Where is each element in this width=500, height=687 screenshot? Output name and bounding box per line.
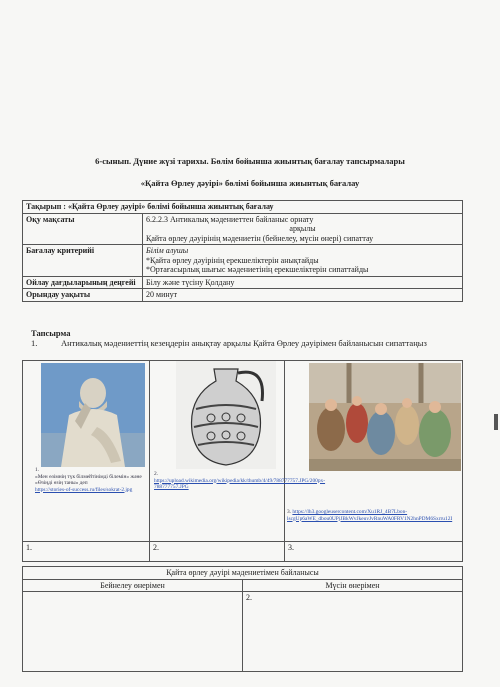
- school-of-athens-image: [309, 363, 461, 471]
- image-cell-1: [23, 361, 150, 542]
- connection-table: [22, 566, 463, 672]
- info-row-skills: [23, 276, 463, 289]
- connection-table-title: Қайта өрлеу дәуірі мәдениетімен байланысы: [23, 567, 463, 580]
- info-label: Бағалау критерийі: [23, 245, 143, 277]
- image-cell-3: [285, 361, 463, 542]
- info-line: арқылы: [289, 224, 316, 233]
- task-question-text: Антикалық мәдениеттің кезеңдерін анықтау арқылы Қайта Өрлеу дәуірімен байланысын сипаттаңыз: [61, 338, 427, 348]
- connection-answer-number: 2.: [246, 593, 252, 602]
- connection-col-sculpture: Мүсін өнерімен: [243, 579, 463, 592]
- info-line: Білім алушы: [146, 246, 189, 255]
- image-link[interactable]: https://lh3.googleusercontent.com/Xu1RJ_4B7Lbon-lscgUp6aWE_dbou0UPjJBkWvJkeuvJvRnuWA0FRV1N2hnPDM6Sxrru12I: [287, 509, 453, 522]
- document-title: 6-сынып. Дүние жүзі тарихы. Бөлім бойынша жиынтық бағалау тапсырмалары: [95, 156, 405, 166]
- info-line: Қайта өрлеу дәуірінің мәдениетін (бейнелеу, мүсін өнері) сипаттау: [146, 233, 374, 243]
- info-row-time: [23, 289, 463, 302]
- info-label: Ойлау дағдыларының деңгейі: [23, 276, 143, 289]
- info-header: Тақырып : «Қайта Өрлеу дәуірі» бөлімі бойынша жиынтық бағалау: [23, 201, 463, 214]
- info-value: [143, 213, 463, 245]
- info-row-criteria: [23, 245, 463, 277]
- connection-col-fine-art: Бейнелеу өнерімен: [23, 579, 243, 592]
- info-line: 6.2.2.3 Антикалық мәдениеттен байланыс орнату: [146, 214, 314, 224]
- image-number: 3.: [287, 509, 292, 515]
- greek-vase-image: [176, 361, 276, 469]
- answer-cell-1[interactable]: 1.: [23, 542, 150, 562]
- info-value: [143, 245, 463, 277]
- info-value: 20 минут: [143, 289, 463, 302]
- answer-cell-2[interactable]: 2.: [150, 542, 285, 562]
- answer-cell-3[interactable]: 3.: [285, 542, 463, 562]
- connection-answer-fine-art[interactable]: [23, 592, 243, 672]
- image-cell-2: [150, 361, 326, 542]
- image-link[interactable]: https://upload.wikimedia.org/wikipedia/kk/thumb/4/49/788777757.JPG/200px-788777757.JPG: [154, 477, 326, 490]
- task-number: 1.: [31, 338, 38, 348]
- info-line: *Қайта өрлеу дәуірінің ерекшеліктерін анықтайды: [146, 255, 319, 265]
- image-caption: «Мен өзімнің түк білмейтінімді білемін» және «Өзіңді өзің таны» деп: [35, 473, 142, 486]
- info-value: Білу және түсіну Қолдану: [143, 276, 463, 289]
- page-edge-mark: [494, 414, 498, 430]
- info-table: [22, 200, 463, 302]
- image-table: [22, 360, 463, 562]
- image-number: 1.: [35, 467, 40, 473]
- image-number: 2.: [154, 471, 159, 477]
- document-subtitle: «Қайта Өрлеу дәуірі» бөлімі бойынша жиынтық бағалау: [140, 178, 360, 188]
- task-heading: Тапсырма: [31, 328, 71, 338]
- info-label: Оқу мақсаты: [23, 213, 143, 245]
- info-label: Орындау уақыты: [23, 289, 143, 302]
- task-question: [31, 338, 451, 348]
- image-link[interactable]: https://stories-of-success.ru/files/sokrat-2.jpg: [35, 486, 133, 493]
- info-row-goal: [23, 213, 463, 245]
- info-line: *Ортағасырлық шығыс мәдениетінің ерекшеліктерін сипаттайды: [146, 265, 369, 274]
- connection-answer-sculpture[interactable]: [243, 592, 463, 672]
- socrates-statue-image: [41, 363, 145, 467]
